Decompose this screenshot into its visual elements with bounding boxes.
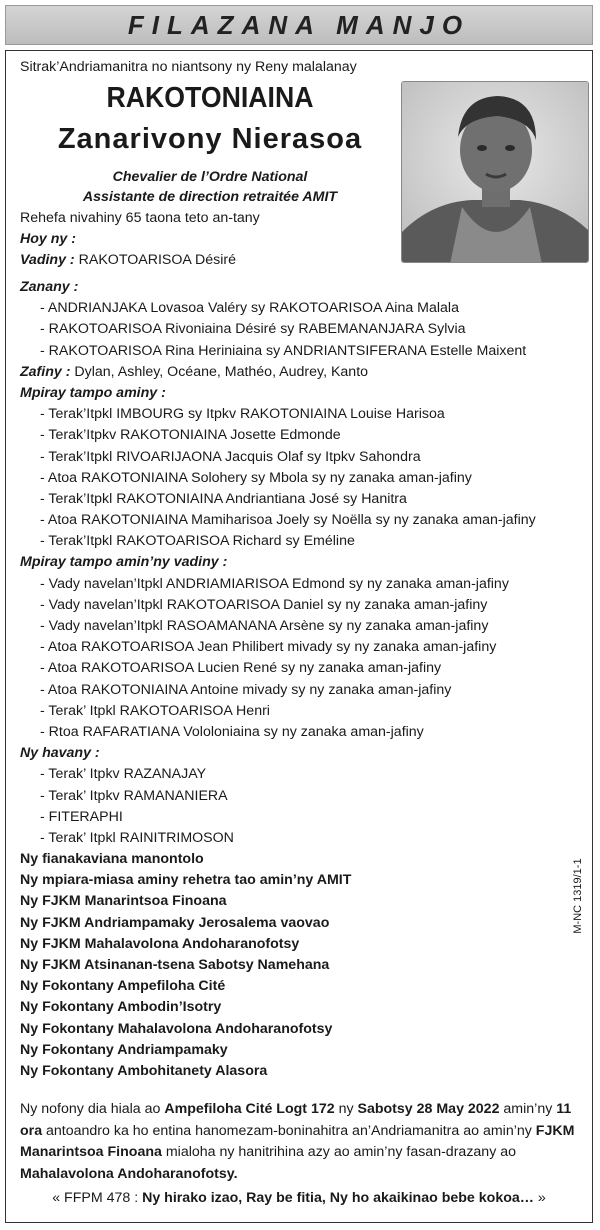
reference-text: M-NC 1319/1-1 bbox=[572, 858, 584, 934]
intro-text: Sitrak’Andriamanitra no niantsony ny Reny malalanay bbox=[20, 59, 357, 75]
list-item: - Terak’Itpkl RAKOTONIAINA Andriantiana José sy Hanitra bbox=[40, 490, 407, 507]
children-heading: Zanany : bbox=[20, 279, 79, 295]
honors bbox=[20, 167, 400, 207]
grandchildren-line bbox=[20, 362, 592, 383]
group-line: Ny mpiara-miasa aminy rehetra tao amin’ny AMIT bbox=[20, 872, 352, 889]
grandchildren-label: Zafiny : bbox=[20, 363, 71, 380]
spouse-label: Vadiny : bbox=[20, 252, 75, 269]
final-bold: Mahalavolona Andoharanofotsy. bbox=[20, 1165, 238, 1182]
group-line: Ny FJKM Manarintsoa Finoana bbox=[20, 893, 227, 910]
quote-open: « FFPM 478 : bbox=[52, 1190, 143, 1206]
list-item: - ANDRIANJAKA Lovasoa Valéry sy RAKOTOARISOA Aina Malala bbox=[40, 300, 459, 317]
list-item: - Atoa RAKOTOARISOA Jean Philibert mivady sy ny zanaka aman-jafiny bbox=[40, 639, 497, 656]
age-line: Rehefa nivahiny 65 taona teto an-tany bbox=[20, 210, 260, 226]
deceased-surname: RAKOTONIAINA bbox=[106, 82, 314, 114]
group-line: Ny fianakaviana manontolo bbox=[20, 851, 204, 868]
portrait-photo bbox=[401, 81, 589, 263]
list-item: - Vady navelan’Itpkl RAKOTOARISOA Daniel sy ny zanaka aman-jafiny bbox=[40, 596, 488, 613]
list-item: - Atoa RAKOTOARISOA Lucien René sy ny zanaka aman-jafiny bbox=[40, 660, 442, 677]
group-line: Ny FJKM Mahalavolona Andoharanofotsy bbox=[20, 935, 300, 952]
family-top bbox=[20, 208, 400, 272]
honor-title: Chevalier de l’Ordre National bbox=[112, 169, 308, 185]
final-bold: Ampefiloha Cité Logt 172 bbox=[164, 1101, 335, 1117]
list-item: - Atoa RAKOTONIAINA Solohery sy Mbola sy ny zanaka aman-jafiny bbox=[40, 469, 472, 486]
spouse-name: RAKOTOARISOA Désiré bbox=[74, 252, 237, 269]
banner bbox=[5, 5, 593, 45]
list-item: - Atoa RAKOTONIAINA Mamiharisoa Joely sy Noëlla sy ny zanaka aman-jafiny bbox=[40, 512, 536, 529]
group-line: Ny FJKM Atsinanan-tsena Sabotsy Namehana bbox=[20, 957, 330, 973]
final-text: amin’ny bbox=[499, 1101, 557, 1117]
group-line: Ny Fokontany Mahalavolona Andoharanofotsy bbox=[20, 1020, 333, 1037]
funeral-details bbox=[20, 1099, 590, 1185]
group-line: Ny FJKM Andriampamaky Jerosalema vaovao bbox=[20, 914, 330, 931]
group-line: Ny Fokontany Andriampamaky bbox=[20, 1041, 228, 1058]
intro-line bbox=[20, 57, 592, 78]
hoy-ny-heading: Hoy ny : bbox=[20, 231, 76, 248]
spouse-siblings-heading: Mpiray tampo amin’ny vadiny : bbox=[20, 554, 228, 571]
list-item: - Terak’Itpkl RIVOARIJAONA Jacquis Olaf sy Itpkv Sahondra bbox=[40, 448, 421, 465]
deceased-given-names: Zanarivony Nierasoa bbox=[57, 123, 363, 155]
final-bold: Sabotsy 28 May 2022 bbox=[357, 1101, 500, 1117]
reference-code bbox=[568, 855, 588, 945]
quote-text: Ny hirako izao, Ray be fitia, Ny ho akaikinao bebe kokoa… bbox=[142, 1190, 534, 1206]
final-text: antoandro ka ho entina hanomezam-boninahitra an’Andriamanitra ao amin’ny bbox=[42, 1122, 536, 1139]
family-list bbox=[20, 277, 592, 1082]
list-item: - Vady navelan’Itpkl ANDRIAMIARISOA Edmond sy ny zanaka aman-jafiny bbox=[40, 575, 509, 592]
obituary-notice bbox=[5, 5, 593, 1223]
list-item: - Vady navelan’Itpkl RASOAMANANA Arsène sy ny zanaka aman-jafiny bbox=[40, 618, 489, 634]
job-title: Assistante de direction retraitée AMIT bbox=[82, 189, 338, 205]
list-item: - Terak’Itpkl IMBOURG sy Itpkv RAKOTONIAINA Louise Harisoa bbox=[40, 406, 445, 423]
list-item: - RAKOTOARISOA Rina Heriniaina sy ANDRIANTSIFERANA Estelle Maixent bbox=[40, 342, 527, 359]
grandchildren-names: Dylan, Ashley, Océane, Mathéo, Audrey, Kanto bbox=[70, 363, 369, 380]
list-item: - Terak’Itpkl RAKOTOARISOA Richard sy Eméline bbox=[40, 533, 355, 550]
siblings-heading: Mpiray tampo aminy : bbox=[20, 384, 166, 401]
final-bold: FJKM Manarintsoa Finoana bbox=[20, 1122, 575, 1160]
list-item: - Rtoa RAFARATIANA Vololoniaina sy ny zanaka aman-jafiny bbox=[40, 723, 424, 740]
group-line: Ny Fokontany Ampefiloha Cité bbox=[20, 978, 226, 995]
list-item: - Atoa RAKOTONIAINA Antoine mivady sy ny zanaka aman-jafiny bbox=[40, 681, 452, 698]
group-line: Ny Fokontany Ambodin’Isotry bbox=[20, 999, 222, 1016]
list-item: - RAKOTOARISOA Rivoniaina Désiré sy RABEMANANJARA Sylvia bbox=[40, 321, 466, 338]
banner-title: FILAZANA MANJO bbox=[127, 10, 471, 40]
quote-close: » bbox=[533, 1190, 546, 1206]
final-text: Ny nofony dia hiala ao bbox=[20, 1101, 165, 1117]
spouse-line bbox=[20, 250, 400, 271]
list-item: - FITERAPHI bbox=[40, 808, 123, 825]
group-line: Ny Fokontany Ambohitanety Alasora bbox=[20, 1062, 268, 1079]
list-item: - Terak’ Itpkl RAKOTOARISOA Henri bbox=[40, 702, 270, 719]
hymn-quote bbox=[5, 1190, 593, 1206]
final-bold: 11 ora bbox=[20, 1101, 572, 1139]
relatives-heading: Ny havany : bbox=[20, 745, 100, 762]
list-item: - Terak’ Itpkv RAZANAJAY bbox=[40, 766, 207, 783]
portrait-image bbox=[402, 82, 589, 263]
list-item: - Terak’ Itpkl RAINITRIMOSON bbox=[40, 829, 234, 846]
list-item: - Terak’ Itpkv RAMANANIERA bbox=[40, 787, 228, 804]
final-text: ny bbox=[334, 1101, 358, 1117]
final-text: mialoha ny hanitrihina azy ao amin’ny fasan-drazany ao bbox=[161, 1144, 517, 1160]
list-item: - Terak’Itpkv RAKOTONIAINA Josette Edmonde bbox=[40, 427, 341, 444]
